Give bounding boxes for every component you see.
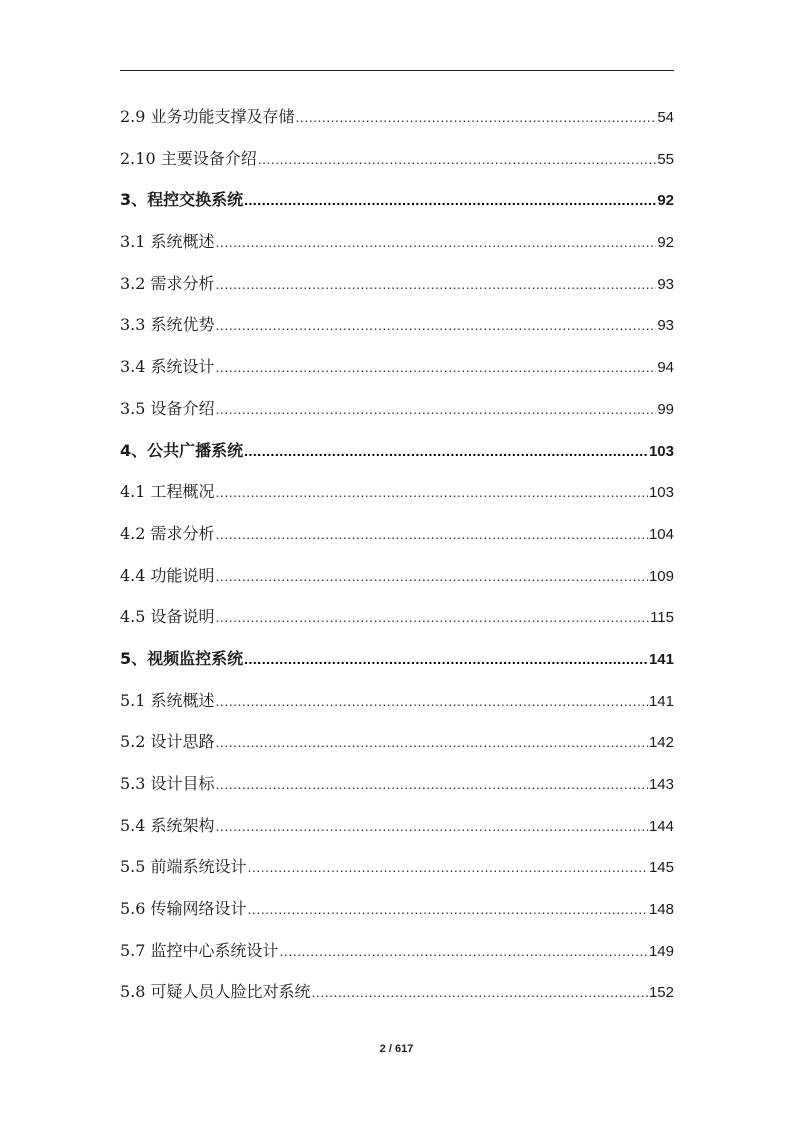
- toc-chapter-entry[interactable]: [120, 638, 674, 680]
- toc-entry-title: 4.4 功能说明: [120, 565, 215, 585]
- toc-section-entry[interactable]: [120, 680, 674, 722]
- toc-dot-leader: [216, 222, 657, 264]
- toc-dot-leader: [216, 722, 648, 764]
- toc-chapter-entry[interactable]: [120, 430, 674, 472]
- toc-entry-title: 5.6 传输网络设计: [120, 899, 247, 919]
- toc-entry-page-number: 149: [648, 942, 674, 960]
- toc-dot-leader: [216, 556, 648, 598]
- toc-entry-page-number: 92: [657, 234, 674, 252]
- toc-entry-page-number: 99: [657, 400, 674, 418]
- toc-entry-page-number: 144: [648, 817, 674, 835]
- toc-entry-page-number: 103: [648, 484, 674, 502]
- toc-entry-page-number: 93: [657, 275, 674, 293]
- toc-dot-leader: [216, 806, 648, 848]
- toc-entry-title: 3.2 需求分析: [120, 273, 215, 293]
- toc-chapter-entry[interactable]: [120, 179, 674, 221]
- toc-section-entry[interactable]: [120, 221, 674, 263]
- toc-entry-page-number: 141: [648, 650, 674, 668]
- toc-entry-page-number: 92: [657, 192, 674, 210]
- toc-entry-title: 3.5 设备介绍: [120, 398, 215, 418]
- toc-entry-title: 5.7 监控中心系统设计: [120, 940, 279, 960]
- toc-entry-page-number: 148: [648, 901, 674, 919]
- toc-dot-leader: [296, 97, 657, 139]
- toc-dot-leader: [216, 264, 657, 306]
- toc-entry-title: 5.1 系统概述: [120, 690, 215, 710]
- toc-section-entry[interactable]: [120, 388, 674, 430]
- toc-entry-page-number: 54: [657, 109, 674, 126]
- toc-dot-leader: [248, 889, 648, 931]
- toc-section-entry[interactable]: [120, 930, 674, 972]
- toc-entry-page-number: 55: [657, 150, 674, 168]
- toc-dot-leader: [312, 972, 648, 1014]
- toc-dot-leader: [216, 597, 650, 639]
- toc-entry-title: 3.3 系统优势: [120, 315, 215, 335]
- toc-entry-title: 4.2 需求分析: [120, 523, 215, 543]
- toc-entry-page-number: 145: [648, 859, 674, 877]
- toc-section-entry[interactable]: [120, 721, 674, 763]
- toc-entry-page-number: 103: [648, 442, 674, 460]
- toc-dot-leader: [216, 514, 648, 556]
- toc-dot-leader: [248, 847, 648, 889]
- toc-entry-page-number: 109: [648, 567, 674, 585]
- toc-dot-leader: [216, 681, 648, 723]
- toc-entry-page-number: 115: [650, 609, 674, 627]
- toc-entry-title: 3、程控交换系统: [120, 190, 244, 210]
- toc-entry-page-number: 152: [648, 984, 674, 1002]
- toc-section-entry[interactable]: [120, 763, 674, 805]
- toc-entry-title: 3.1 系统概述: [120, 232, 215, 252]
- toc-dot-leader: [216, 764, 648, 806]
- toc-section-entry[interactable]: [120, 304, 674, 346]
- toc-entry-title: 5.2 设计思路: [120, 732, 215, 752]
- toc-entry-title: 4.1 工程概况: [120, 482, 215, 502]
- toc-section-entry[interactable]: [120, 805, 674, 847]
- toc-entry-page-number: 141: [648, 692, 674, 710]
- toc-dot-leader: [216, 305, 657, 347]
- toc-section-entry[interactable]: [120, 263, 674, 305]
- table-of-contents: [120, 96, 674, 1013]
- toc-dot-leader: [244, 639, 648, 681]
- toc-entry-page-number: 143: [648, 776, 674, 793]
- toc-section-entry[interactable]: [120, 846, 674, 888]
- toc-dot-leader: [216, 389, 657, 431]
- toc-section-entry[interactable]: [120, 96, 674, 138]
- toc-section-entry[interactable]: [120, 555, 674, 597]
- toc-entry-title: 3.4 系统设计: [120, 357, 215, 377]
- toc-section-entry[interactable]: [120, 888, 674, 930]
- toc-entry-title: 5、视频监控系统: [120, 648, 244, 668]
- toc-dot-leader: [280, 931, 648, 973]
- toc-section-entry[interactable]: [120, 513, 674, 555]
- page-number-footer: 2 / 617: [379, 1043, 414, 1055]
- toc-entry-title: 5.3 设计目标: [120, 774, 215, 793]
- header-rule: [120, 70, 674, 71]
- toc-section-entry[interactable]: [120, 138, 674, 180]
- toc-entry-title: 5.5 前端系统设计: [120, 857, 247, 877]
- toc-entry-page-number: 93: [657, 317, 674, 335]
- toc-section-entry[interactable]: [120, 471, 674, 513]
- toc-entry-title: 5.8 可疑人员人脸比对系统: [120, 982, 311, 1002]
- toc-section-entry[interactable]: [120, 346, 674, 388]
- toc-entry-title: 4.5 设备说明: [120, 607, 215, 627]
- toc-entry-title: 5.4 系统架构: [120, 815, 215, 835]
- toc-dot-leader: [216, 347, 657, 389]
- toc-dot-leader: [244, 431, 648, 473]
- toc-dot-leader: [216, 472, 648, 514]
- toc-section-entry[interactable]: [120, 971, 674, 1013]
- toc-entry-page-number: 94: [657, 359, 674, 377]
- toc-entry-page-number: 142: [648, 734, 674, 752]
- toc-entry-title: 4、公共广播系统: [120, 440, 244, 460]
- toc-entry-page-number: 104: [648, 525, 674, 543]
- toc-entry-title: 2.10 主要设备介绍: [120, 148, 257, 168]
- toc-section-entry[interactable]: [120, 596, 674, 638]
- toc-dot-leader: [244, 180, 656, 222]
- toc-entry-title: 2.9 业务功能支撑及存储: [120, 107, 295, 126]
- toc-dot-leader: [258, 139, 657, 181]
